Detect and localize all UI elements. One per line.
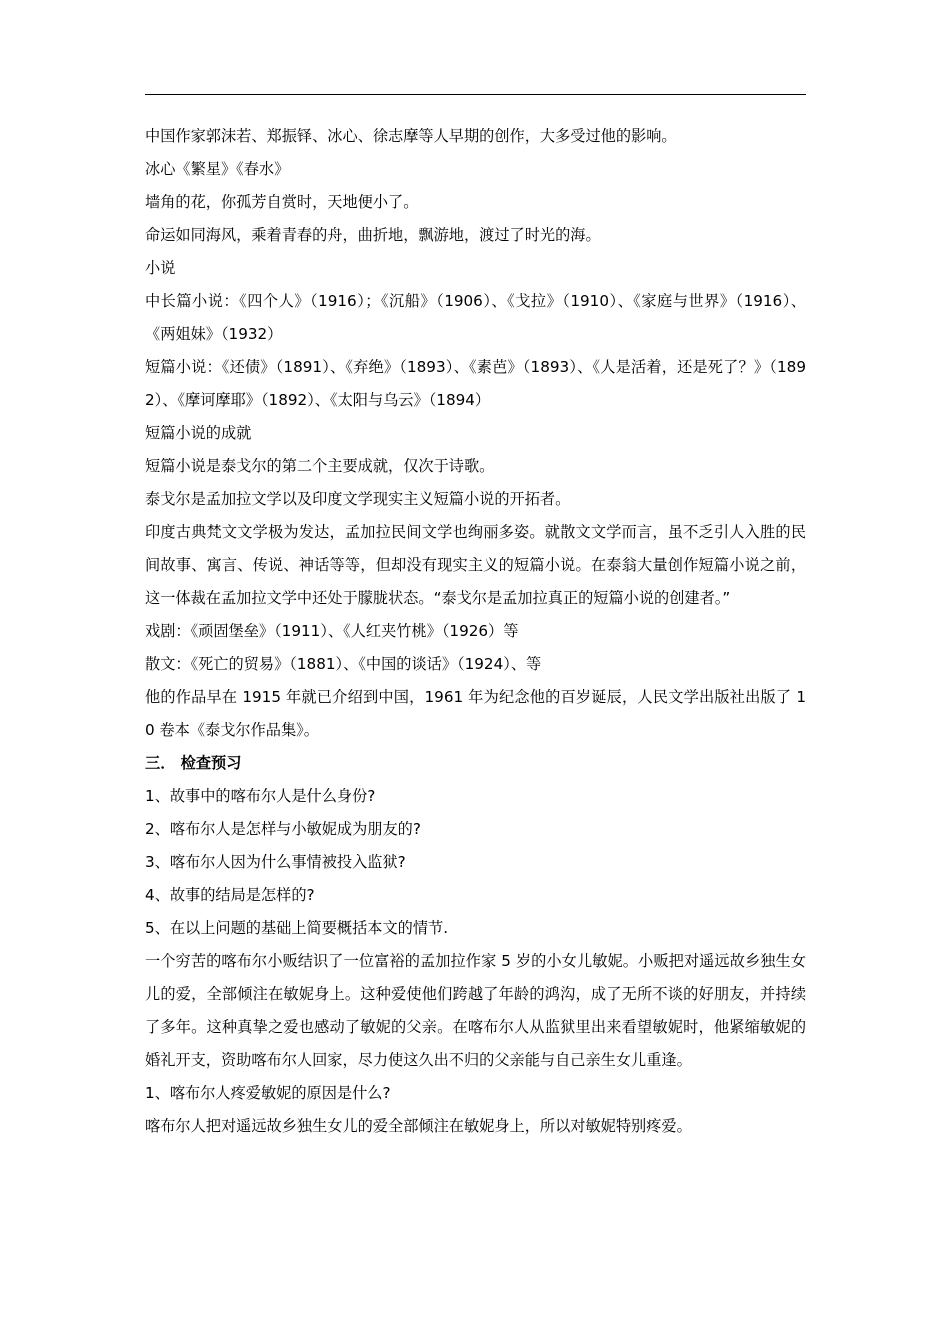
paragraph: 短篇小说的成就: [145, 424, 252, 442]
paragraph: 散文：《死亡的贸易》（1881）、《中国的谈话》（1924）、等: [145, 655, 542, 673]
header-rule: [145, 94, 806, 95]
paragraph: 中长篇小说：《四个人》（1916）；《沉船》（1906）、《戈拉》（1910）、《家庭与世界》（1916）、《两姐妹》（1932）: [145, 292, 806, 343]
paragraph: 中国作家郭沫若、郑振铎、冰心、徐志摩等人早期的创作，大多受过他的影响。: [145, 127, 677, 145]
paragraph: 冰心《繁星》《春水》: [145, 160, 290, 178]
question-item: 4、故事的结局是怎样的?: [145, 886, 315, 904]
paragraph: 短篇小说是泰戈尔的第二个主要成就，仅次于诗歌。: [145, 457, 495, 475]
paragraph: 他的作品早在 1915 年就已介绍到中国，1961 年为纪念他的百岁诞辰，人民文学出版社出版了 10 卷本《泰戈尔作品集》。: [145, 688, 806, 739]
question-item: 1、故事中的喀布尔人是什么身份?: [145, 787, 376, 805]
paragraph: 一个穷苦的喀布尔小贩结识了一位富裕的孟加拉作家 5 岁的小女儿敏妮。小贩把对遥远故乡独生女儿的爱，全部倾注在敏妮身上。这种爱使他们跨越了年龄的鸿沟，成了无所不谈的好朋友，并持续了多年。这种真挚之爱也感动了敏妮的父亲。在喀布尔人从监狱里出来看望敏妮时，他紧缩敏妮的婚礼开支，资助喀布尔人回家，尽力使这久出不归的父亲能与自己亲生女儿重逢。: [145, 952, 806, 1069]
question-item: 5、在以上问题的基础上简要概括本文的情节.: [145, 919, 449, 937]
paragraph: 短篇小说：《还债》（1891）、《弃绝》（1893）、《素芭》（1893）、《人是活着，还是死了？》（1892）、《摩诃摩耶》（1892）、《太阳与乌云》（1894）: [145, 358, 806, 409]
section-heading: 三． 检查预习: [145, 754, 242, 772]
paragraph: 喀布尔人把对遥远故乡独生女儿的爱全部倾注在敏妮身上，所以对敏妮特别疼爱。: [145, 1117, 692, 1135]
paragraph: 墙角的花，你孤芳自赏时，天地便小了。: [145, 193, 419, 211]
paragraph: 印度古典梵文文学极为发达，孟加拉民间文学也绚丽多姿。就散文文学而言，虽不乏引人入胜的民间故事、寓言、传说、神话等等，但却没有现实主义的短篇小说。在泰翁大量创作短篇小说之前，这一体裁在孟加拉文学中还处于朦胧状态。“泰戈尔是孟加拉真正的短篇小说的创建者。”: [145, 523, 806, 607]
paragraph: 戏剧：《顽固堡垒》（1911）、《人红夹竹桃》（1926）等: [145, 622, 519, 640]
question-item: 1、喀布尔人疼爱敏妮的原因是什么?: [145, 1084, 391, 1102]
paragraph: 小说: [145, 259, 176, 277]
paragraph: 泰戈尔是孟加拉文学以及印度文学现实主义短篇小说的开拓者。: [145, 490, 571, 508]
document-body: [145, 120, 806, 1143]
paragraph: 命运如同海风，乘着青春的舟，曲折地，飘游地，渡过了时光的海。: [145, 226, 601, 244]
question-item: 3、喀布尔人因为什么事情被投入监狱?: [145, 853, 406, 871]
question-item: 2、喀布尔人是怎样与小敏妮成为朋友的?: [145, 820, 421, 838]
